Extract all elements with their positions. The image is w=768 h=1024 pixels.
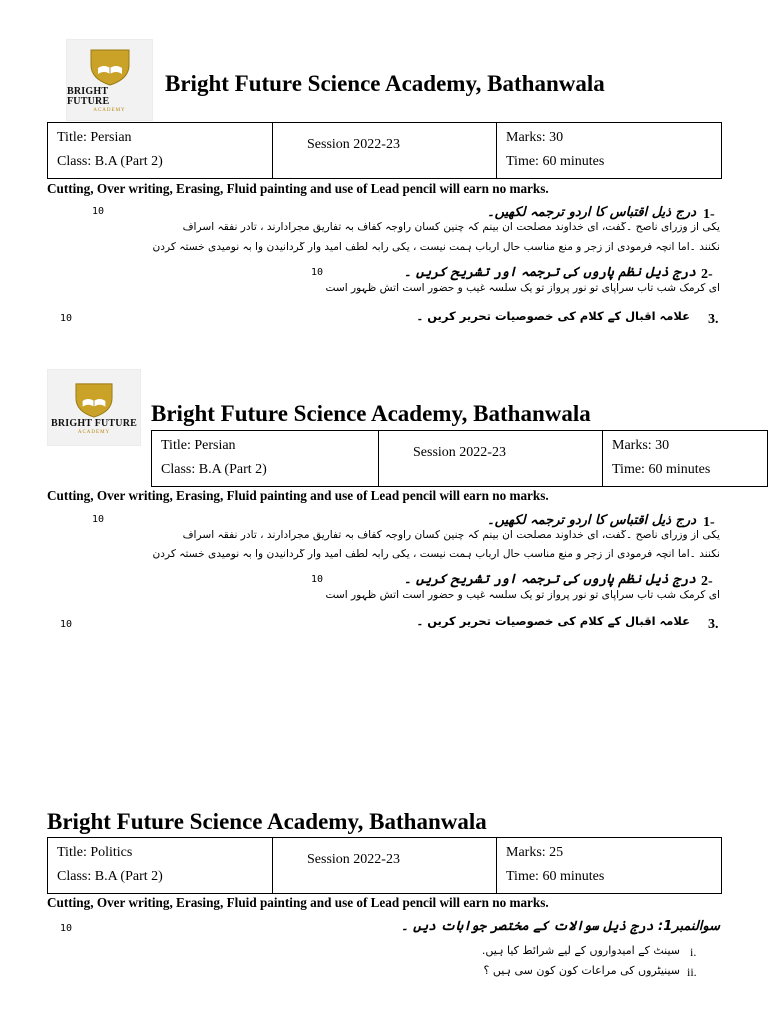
shield-book-icon bbox=[72, 381, 116, 419]
sub-question: سینٹ کے امیدواروں کے لیے شرائط کیا ہیں. bbox=[481, 944, 680, 957]
sub-question: سینیٹروں کی مراعات کون کون سی ہیں ؟ bbox=[483, 964, 680, 977]
q1-heading: درج ذیل اقتباس کا اردو ترجمہ لکھیں۔ bbox=[486, 513, 696, 528]
paper-session: Session 2022-23 bbox=[413, 445, 506, 460]
marks-time-cell bbox=[497, 838, 722, 894]
q1-marks: 10 bbox=[60, 923, 73, 934]
paper-time: Time: 60 minutes bbox=[612, 462, 711, 477]
q1-number: 1- bbox=[703, 207, 715, 222]
paper-marks: Marks: 30 bbox=[506, 130, 564, 145]
paper-time: Time: 60 minutes bbox=[506, 154, 605, 169]
q2-heading: درج ذیل نظم پاروں کی ترجمہ اور تشریح کریں ۔ bbox=[403, 572, 696, 587]
title-class-cell bbox=[48, 123, 273, 179]
q2-number: 2- bbox=[701, 267, 713, 282]
q1-marks: 10 bbox=[92, 206, 105, 217]
exam-rules: Cutting, Over writing, Erasing, Fluid painting and use of Lead pencil will earn no marks. bbox=[47, 181, 549, 196]
exam-rules: Cutting, Over writing, Erasing, Fluid painting and use of Lead pencil will earn no marks. bbox=[47, 895, 549, 910]
q2-marks: 10 bbox=[311, 267, 324, 278]
logo-subtitle: ACADEMY bbox=[93, 108, 126, 113]
academy-title: Bright Future Science Academy, Bathanwala bbox=[151, 401, 591, 426]
academy-logo bbox=[66, 39, 153, 121]
q2-marks: 10 bbox=[311, 574, 324, 585]
academy-title: Bright Future Science Academy, Bathanwala bbox=[47, 809, 487, 834]
q3-number: 3. bbox=[708, 617, 719, 632]
exam-paper-3 bbox=[0, 800, 768, 1024]
q3-number: 3. bbox=[708, 312, 719, 327]
exam-paper-2 bbox=[0, 360, 768, 660]
session-cell bbox=[273, 838, 497, 894]
paper-class: Class: B.A (Part 2) bbox=[57, 154, 163, 169]
q1-heading: سوالنمبر1: درج ذیل سوالات کے مختصر جوابات دیں ۔ bbox=[400, 919, 720, 934]
paper-title: Title: Persian bbox=[57, 130, 132, 145]
logo-name: BRIGHT FUTURE bbox=[67, 86, 110, 107]
academy-title: Bright Future Science Academy, Bathanwala bbox=[165, 71, 605, 96]
title-class-cell bbox=[48, 838, 273, 894]
q2-number: 2- bbox=[701, 574, 713, 589]
shield-book-icon bbox=[87, 47, 133, 87]
logo-name: BRIGHT FUTURE bbox=[50, 417, 138, 429]
q2-verse-line: ای کرمک شب تاب سراپای تو نور پرواز تو یک سلسہ غیب و حضور است آتش ظہور است bbox=[325, 283, 720, 294]
q1-marks: 10 bbox=[92, 514, 105, 525]
paper-info-table bbox=[47, 122, 722, 179]
q2-verse-line: ای کرمک شب تاب سراپای تو نور پرواز تو یک سلسہ غیب و حضور است آتش ظہور است bbox=[325, 590, 720, 601]
q1-passage-line-1: یکی از وزرای ناصح ۔گفت، ای خداوند مصلحت آن بینم کہ چنین کسان راوجہ کفاف بہ تفاریق مجرادارند ، تادر نفقہ اسراف bbox=[182, 530, 720, 541]
marks-time-cell bbox=[497, 123, 722, 179]
title-class-cell bbox=[152, 431, 379, 487]
q1-number: 1- bbox=[703, 515, 715, 530]
paper-class: Class: B.A (Part 2) bbox=[57, 869, 163, 884]
q2-heading: درج ذیل نظم پاروں کی ترجمہ اور تشریح کریں ۔ bbox=[403, 265, 696, 280]
paper-marks: Marks: 30 bbox=[612, 438, 670, 453]
q3-marks: 10 bbox=[60, 313, 73, 324]
q1-passage-line-1: یکی از وزرای ناصح ۔گفت، ای خداوند مصلحت آن بینم کہ چنین کسان راوجہ کفاف بہ تفاریق مجرادارند ، تادر نفقہ اسراف bbox=[182, 222, 720, 233]
exam-paper-1 bbox=[0, 0, 768, 350]
paper-time: Time: 60 minutes bbox=[506, 869, 605, 884]
session-cell bbox=[379, 431, 603, 487]
paper-marks: Marks: 25 bbox=[506, 845, 564, 860]
paper-class: Class: B.A (Part 2) bbox=[161, 462, 267, 477]
q1-passage-line-2: نکنند ۔اما آنچہ فرمودی از زجر و منع مناسب حال ارباب ہمت نیست ، یکی رابہ لطف امید وار گردانیدن وا بہ نومیدی خستہ کردن bbox=[152, 242, 720, 253]
q3-marks: 10 bbox=[60, 619, 73, 630]
paper-title: Title: Persian bbox=[161, 438, 236, 453]
academy-logo bbox=[47, 369, 141, 446]
q1-passage-line-2: نکنند ۔اما آنچہ فرمودی از زجر و منع مناسب حال ارباب ہمت نیست ، یکی رابہ لطف امید وار گردانیدن وا بہ نومیدی خستہ کردن bbox=[152, 549, 720, 560]
q3-question: علامہ اقبال کے کلام کی خصوصیات تحریر کریں ۔ bbox=[416, 309, 690, 323]
paper-info-table bbox=[47, 837, 722, 894]
session-cell bbox=[273, 123, 497, 179]
sub-question-number: i. bbox=[690, 945, 697, 959]
paper-session: Session 2022-23 bbox=[307, 137, 400, 152]
logo-subtitle: ACADEMY bbox=[77, 429, 111, 435]
paper-title: Title: Politics bbox=[57, 845, 133, 860]
sub-question-number: ii. bbox=[687, 965, 697, 979]
q3-question: علامہ اقبال کے کلام کی خصوصیات تحریر کریں ۔ bbox=[416, 614, 690, 628]
paper-session: Session 2022-23 bbox=[307, 852, 400, 867]
marks-time-cell bbox=[603, 431, 768, 487]
q1-heading: درج ذیل اقتباس کا اردو ترجمہ لکھیں۔ bbox=[486, 205, 696, 220]
exam-rules: Cutting, Over writing, Erasing, Fluid painting and use of Lead pencil will earn no marks. bbox=[47, 488, 549, 503]
paper-info-table bbox=[151, 430, 768, 487]
